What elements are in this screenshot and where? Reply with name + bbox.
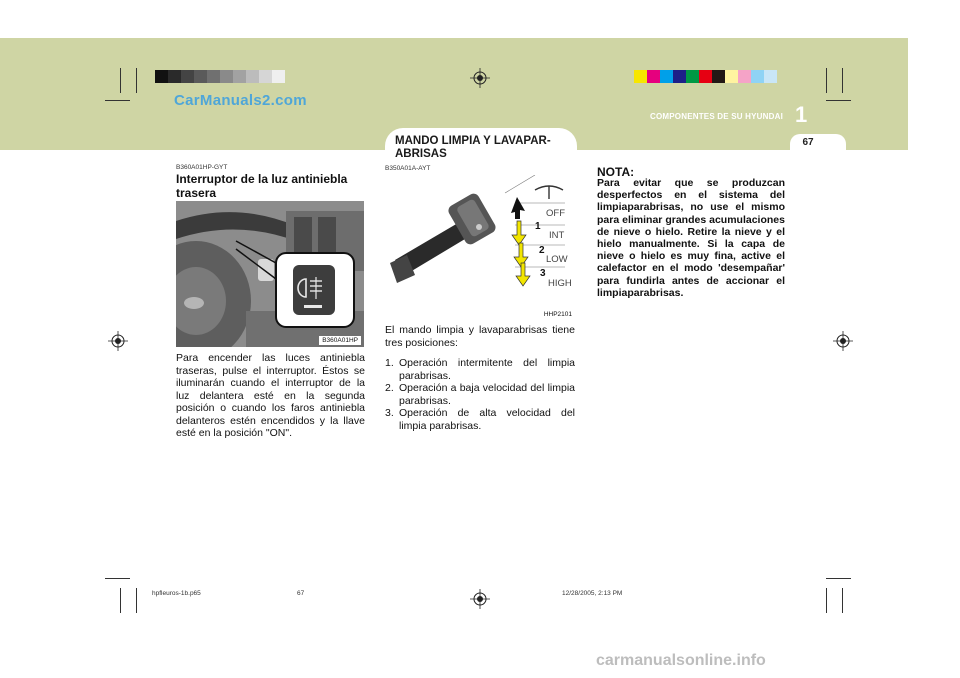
color-swatch — [673, 70, 686, 83]
color-swatch — [699, 70, 712, 83]
arrow-number-1: 1 — [535, 221, 541, 232]
footer-file: hpfleuros-1b.p65 — [152, 590, 201, 597]
color-swatch — [181, 70, 194, 83]
color-swatch — [259, 70, 272, 83]
section-label: COMPONENTES DE SU HYUNDAI — [650, 112, 784, 121]
color-swatch — [155, 70, 168, 83]
wiper-description — [385, 324, 575, 432]
intro-text: El mando limpia y lavaparabrisas tiene tres posiciones: — [385, 324, 575, 349]
color-swatch — [738, 70, 751, 83]
list-item — [385, 357, 575, 382]
note-title: NOTA: — [597, 165, 635, 179]
up-arrow-icon — [511, 197, 525, 219]
color-swatch — [634, 70, 647, 83]
registration-target-icon — [470, 68, 490, 88]
watermark-top[interactable]: CarManuals2.com — [174, 92, 307, 109]
color-swatch — [764, 70, 777, 83]
section-heading: MANDO LIMPIA Y LAVAPAR-ABRISAS — [395, 135, 551, 160]
color-swatch — [751, 70, 764, 83]
list-item — [385, 382, 575, 407]
color-calibration-bar — [634, 70, 777, 83]
section-code: B350A01A-AYT — [385, 165, 431, 172]
gray-calibration-bar — [155, 70, 285, 83]
registration-target-icon — [833, 331, 853, 351]
footer-page: 67 — [297, 590, 305, 597]
chapter-number: 1 — [795, 102, 808, 127]
figure-label: B360A01HP — [319, 336, 361, 345]
list-text: Operación intermitente del limpia parabrisas. — [399, 357, 575, 382]
watermark-bottom[interactable]: carmanualsonline.info — [596, 652, 766, 669]
figure-label: HHP2101 — [543, 311, 572, 318]
color-swatch — [168, 70, 181, 83]
registration-target-icon — [470, 589, 490, 609]
note-body: Para evitar que se produzcan desperfectos en el sistema del limpiaparabrisas, no use el mismo para eliminar grandes acumulaciones de nieve o hielo. Retire la nieve y el hielo manualmente. Si la capa de nieve o hielo es muy fina, active el calefactor en el modo 'desempañar' para fundirla antes de accionar el limpiaparabrisas. — [597, 177, 785, 299]
page-number: 67 — [802, 137, 814, 148]
wiper-lever-figure — [385, 175, 575, 320]
color-swatch — [725, 70, 738, 83]
color-swatch — [246, 70, 259, 83]
registration-target-icon — [108, 331, 128, 351]
section-title: Interruptor de la luz antiniebla trasera — [176, 172, 348, 200]
color-swatch — [686, 70, 699, 83]
color-swatch — [712, 70, 725, 83]
body-text: Para encender las luces antiniebla traseras, pulse el interruptor. Éstos se iluminarán cuando el interruptor de la luz delantera esté en la segunda posición o cuando los faros antiniebla delanteros estén encendidos y la llave esté en la posición "ON". — [176, 352, 365, 439]
position-off: OFF — [546, 208, 565, 219]
color-swatch — [660, 70, 673, 83]
position-list — [385, 357, 575, 432]
color-swatch — [207, 70, 220, 83]
list-text: Operación de alta velocidad del limpia parabrisas. — [399, 407, 575, 432]
section-code: B360A01HP-GYT — [176, 164, 228, 171]
position-high: HIGH — [548, 278, 572, 289]
arrow-number-3: 3 — [540, 268, 546, 279]
arrow-number-2: 2 — [539, 245, 545, 256]
color-swatch — [194, 70, 207, 83]
position-low: LOW — [546, 254, 568, 265]
list-item — [385, 407, 575, 432]
list-number: 1. — [385, 357, 394, 369]
list-text: Operación a baja velocidad del limpia parabrisas. — [399, 382, 575, 407]
footer-date: 12/28/2005, 2:13 PM — [562, 590, 623, 597]
color-swatch — [647, 70, 660, 83]
position-int: INT — [549, 230, 565, 241]
rear-fog-switch-photo — [176, 201, 364, 347]
color-swatch — [233, 70, 246, 83]
color-swatch — [220, 70, 233, 83]
list-number: 3. — [385, 407, 394, 419]
list-number: 2. — [385, 382, 394, 394]
color-swatch — [272, 70, 285, 83]
